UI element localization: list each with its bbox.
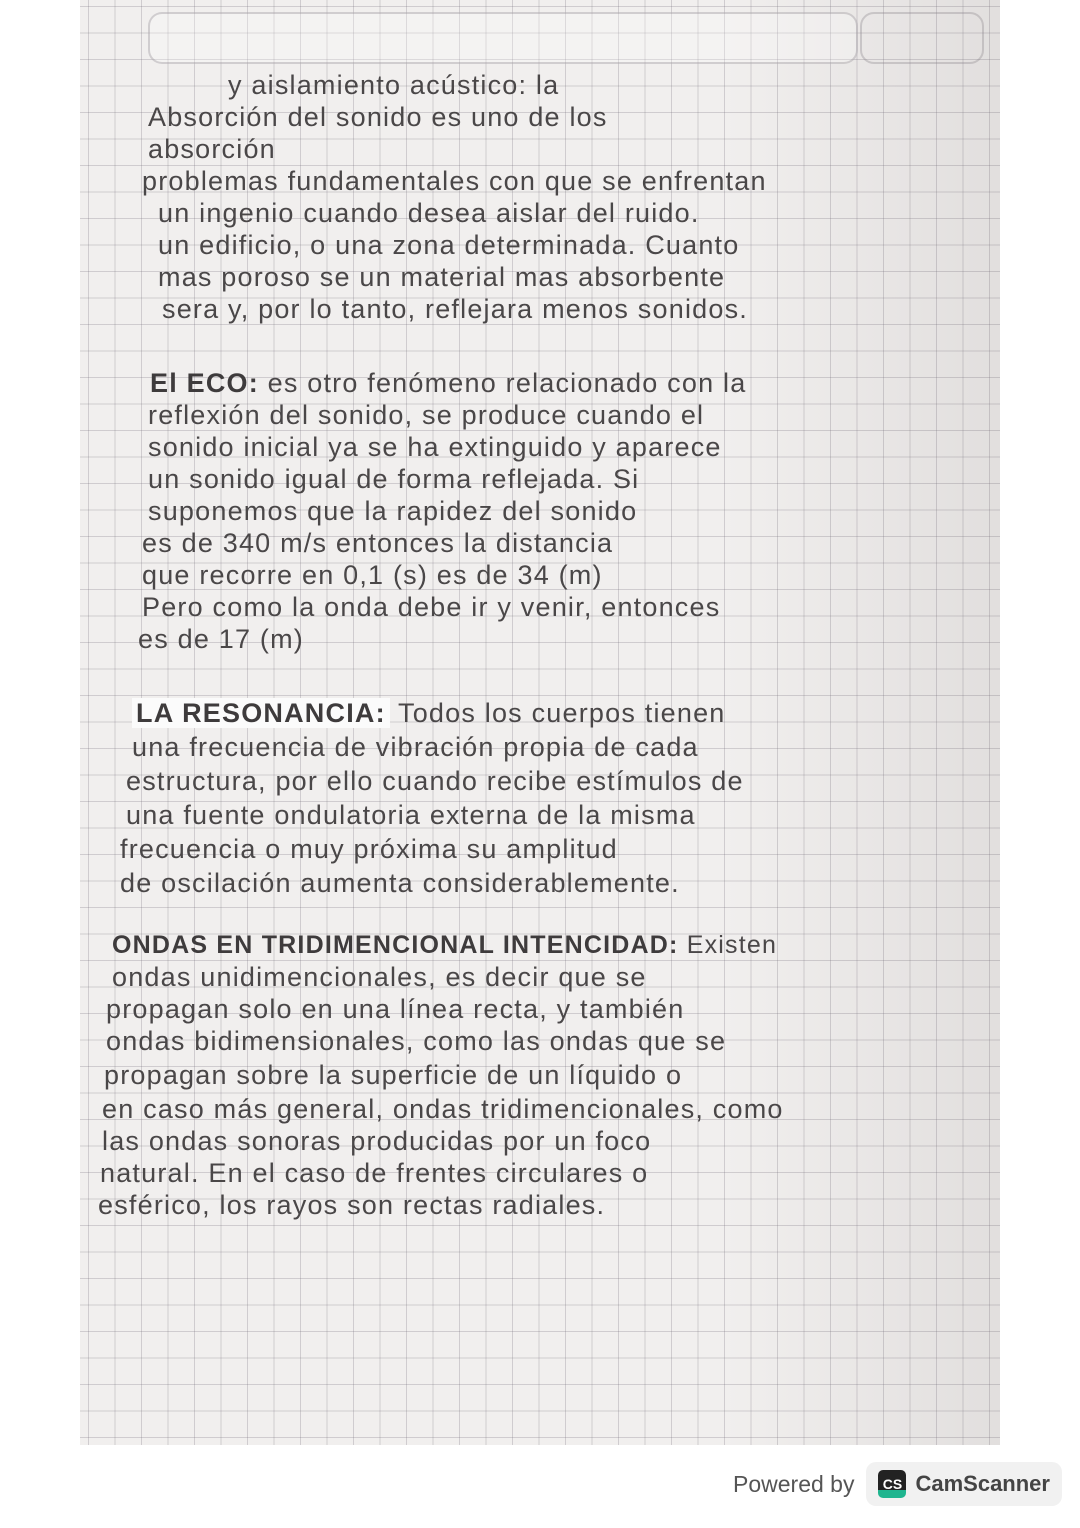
section-heading-resonancia: LA RESONANCIA:	[132, 698, 390, 728]
camscanner-watermark	[733, 1462, 1062, 1506]
note-line: un sonido igual de forma reflejada. Si	[148, 464, 640, 494]
note-line: un edificio, o una zona determinada. Cuanto	[158, 230, 740, 260]
note-paragraph-ondas	[112, 930, 777, 960]
note-line: reflexión del sonido, se produce cuando el	[148, 400, 705, 430]
section-heading-ondas: ONDAS EN TRIDIMENCIONAL INTENCIDAD:	[112, 931, 679, 959]
note-line: absorción	[148, 134, 276, 164]
note-line: las ondas sonoras producidas por un foco	[102, 1126, 652, 1156]
note-line: y aislamiento acústico: la	[228, 70, 560, 100]
note-line: propagan sobre la superficie de un líquido o	[104, 1060, 683, 1090]
note-line: en caso más general, ondas tridimencionales, como	[102, 1094, 784, 1124]
note-line: suponemos que la rapidez del sonido	[148, 496, 638, 526]
note-line: un ingenio cuando desea aislar del ruido.	[158, 198, 700, 228]
note-line: estructura, por ello cuando recibe estímulos de	[126, 766, 744, 796]
note-line: es de 17 (m)	[138, 624, 304, 654]
header-box-date	[860, 12, 984, 64]
camscanner-badge	[866, 1462, 1062, 1506]
note-line: frecuencia o muy próxima su amplitud	[120, 834, 618, 864]
note-line: una frecuencia de vibración propia de cada	[132, 732, 699, 762]
note-line: es de 340 m/s entonces la distancia	[142, 528, 614, 558]
section-heading-eco: El ECO:	[150, 368, 259, 398]
note-line: de oscilación aumenta considerablemente.	[120, 868, 680, 898]
note-line: sera y, por lo tanto, reflejara menos sonidos.	[162, 294, 748, 324]
note-line: mas poroso se un material mas absorbente	[158, 262, 726, 292]
note-line: Existen	[686, 931, 778, 959]
note-line: Todos los cuerpos tienen	[398, 698, 726, 728]
note-line: que recorre en 0,1 (s) es de 34 (m)	[142, 560, 603, 590]
note-line: ondas unidimencionales, es decir que se	[112, 962, 647, 992]
note-line: problemas fundamentales con que se enfrentan	[142, 166, 767, 196]
powered-by-label: Powered by	[733, 1470, 855, 1497]
note-line: propagan solo en una línea recta, y también	[106, 994, 685, 1024]
note-line: Pero como la onda debe ir y venir, entonces	[142, 592, 721, 622]
note-line: una fuente ondulatoria externa de la misma	[126, 800, 696, 830]
note-line: es otro fenómeno relacionado con la	[267, 368, 747, 398]
note-line: Absorción del sonido es uno de los	[148, 102, 608, 132]
camscanner-logo-icon: CS	[878, 1470, 906, 1498]
notebook-page	[80, 0, 1000, 1445]
note-line: esférico, los rayos son rectas radiales.	[98, 1190, 606, 1220]
note-paragraph-resonancia	[132, 698, 726, 728]
note-paragraph-eco	[150, 368, 746, 398]
note-line: ondas bidimensionales, como las ondas que se	[106, 1026, 727, 1056]
camscanner-brand: CamScanner	[915, 1471, 1050, 1496]
note-line: sonido inicial ya se ha extinguido y aparece	[148, 432, 722, 462]
note-line: natural. En el caso de frentes circulares o	[100, 1158, 649, 1188]
header-box	[148, 12, 858, 64]
